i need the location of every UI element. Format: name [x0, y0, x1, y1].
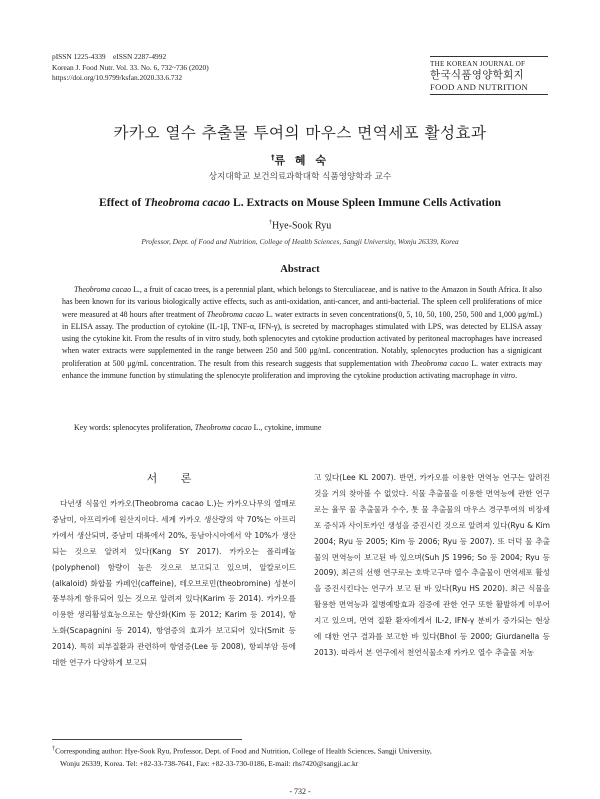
keywords-label: Key words:	[74, 423, 113, 432]
keyword-species: Theobroma cacao	[194, 423, 252, 432]
abstract-text-2: L. water extracts in seven concentrations(0, 5, 10, 50, 100, 250, 500 and 1,000 μg/mL) in ELISA assay. The production of cytokine (IL-1β, TNF-α, IFN-γ), is secreted by macrophages stimulated with LPS, was detected by ELISA assay using the cytokine kit. From the results of in vitro study, both splenocytes and cytokine production activated by peritoneal macrophages have increased when water extracts were supplemented in the range between 250 and 500 μg/mL concentration. Notably, splenocytes production has a signigicant proliferation at 500 μg/mL concentration. The result from this research suggests that supplementation with	[62, 309, 542, 368]
section-heading-introduction: 서 론	[146, 472, 202, 485]
title-english	[0, 196, 600, 209]
affiliation-korean: 상지대학교 보건의료과학대학 식품영양학과 교수	[208, 172, 392, 182]
abstract-in-vitro: in vitro	[492, 371, 516, 381]
title-en-prefix: Effect of	[99, 196, 145, 209]
abstract-heading: Abstract	[280, 264, 320, 275]
affiliation-english: Professor, Dept. of Food and Nutrition, College of Health Sciences, Sangji University, Wonju 26339, Korea	[141, 237, 459, 246]
journal-name-en-top: THE KOREAN JOURNAL OF	[430, 60, 526, 68]
issn-line: pISSN 1225-4339 eISSN 2287-4992	[52, 52, 167, 61]
title-en-suffix: L. Extracts on Mouse Spleen Immune Cells Activation	[230, 196, 501, 209]
author-english	[0, 219, 600, 231]
page-number: - 732 -	[289, 787, 311, 796]
footnote-line-1: Corresponding author: Hye-Sook Ryu, Professor, Dept. of Food and Nutrition, College of Health Sciences, Sangji University,	[55, 746, 432, 756]
footnote-line-2: Wonju 26339, Korea. Tel: +82-33-738-7641, Fax: +82-33-730-0186, E-mail: rhs7420@sangji.ac.kr	[60, 758, 359, 768]
intro-column-right: 고 있다(Lee KL 2007). 반면, 카카오를 이용한 면역능 연구는 알려진 것을 거의 찾아볼 수 없었다. 식물 추출물을 이용한 면역능에 관한 연구로는 율무 물 추출물과 수수, 톳 물 추출물의 마우스 경구투여의 비장세포 증식과 사이토카인 생성을 증진시킨 것으로 알려져 있다(Ryu & Kim 2004; Ryu 등 2005; Kim 등 2006; Ryu 등 2007). 또 더덕 물 추출물의 면역능이 보고된 바 있으며(Suh JS 1996; So 등 2004; Ryu 등 2009), 최근의 선행 연구로는 호박고구마 열수 추출물이 면역세포 활성을 증진시킨다는 연구가 보고 된 바 있다(Ryu HS 2020). 최근 식물을 활용한 면역능과 질병예방효과 검증에 관한 연구 또한 활발하게 이루어지고 있으며, 면역 질환 환자에게서 IL-2, IFN-γ 분비가 증가되는 현상에 대한 연구 결과를 보고한 바 있다(Bhol 등 2000; Giurdanella 등 2013). 따라서 본 연구에서 천연식물소재 카카오 열수 추출물 저농	[314, 473, 550, 657]
author-korean	[0, 152, 600, 168]
abstract-species-2: Theobroma cacao	[206, 309, 264, 319]
abstract-body	[62, 284, 542, 382]
journal-rule-top	[430, 56, 548, 57]
keywords	[74, 423, 321, 432]
abstract-end: .	[515, 371, 518, 381]
keyword-1: splenocytes proliferation,	[112, 423, 195, 432]
author-english-name: Hye-Sook Ryu	[271, 220, 332, 232]
title-en-species: Theobroma cacao	[144, 196, 231, 209]
journal-logo	[430, 56, 548, 95]
citation: Korean J. Food Nutr. Vol. 33. No. 6, 732~736 (2020)	[52, 62, 209, 72]
footnote-mark: †	[52, 745, 56, 752]
keyword-rest: L., cytokine, immune	[251, 423, 322, 432]
abstract-text-1: L., a fruit of cacao trees, is a perennial plant, which belongs to Sterculiaceae, and is native to the Amazon in South Africa. It also has been known for its various biologically active effects, such as anti-oxidation, anti-cancer, and anti-bacterial. The spleen cell proliferations of mice were measured at 48 hours after treatment of	[62, 285, 543, 319]
intro-column-left: 다년생 식물인 카카오(Theobroma cacao L.)는 카카오나무의 열매로 중남미, 아프리카에 원산지이다. 세계 카카오 생산량의 약 70%는 아프리카에서 생산되며, 중남미 대륙에서 20%, 동남아시아에서 약 10%가 생산되는 것으로 알려져 있다(Kang SY 2017). 카카오는 폴리페놀(polyphenol) 함량이 높은 것으로 보고되고 있으며, 알칼로이드(alkaloid) 화합물 카페인(caffeine), 테오브로민(theobromine) 성분이 풍부하게 함유되어 있는 것으로 알려져 있다(Karim 등 2014). 카카오를 이용한 생리활성효능으로는 항산화(Kim 등 2012; Karim 등 2014), 항노화(Scapagnini 등 2014), 항염증의 효과가 보고되어 있다(Smit 등 2014). 특히 피부질환과 관련하여 항염증(Lee 등 2008), 항피부암 등에 대한 연구가 다양하게 보고되	[52, 499, 296, 668]
corresponding-mark: †	[270, 153, 275, 162]
abstract-species-1: Theobroma cacao	[74, 285, 132, 294]
title-korean: 카카오 열수 추출물 투여의 마우스 면역세포 활성효과	[113, 124, 487, 142]
abstract-text-3: L. water extracts may enhance the immune function by stimulating the splenocyte proliferation and improving the cytokine production activating macrophage	[62, 358, 543, 381]
article-meta	[52, 52, 209, 84]
corresponding-footnote	[52, 743, 552, 770]
journal-name-ko: 한국식품영양학회지	[430, 69, 524, 81]
author-korean-name: 류 혜 숙	[274, 154, 330, 167]
journal-name-en-bottom: FOOD AND NUTRITION	[430, 82, 529, 92]
doi-link[interactable]: https://doi.org/10.9799/ksfan.2020.33.6.732	[52, 73, 183, 83]
corresponding-mark-en: †	[268, 219, 272, 226]
footnote-divider	[52, 739, 242, 740]
journal-rule-bottom	[430, 94, 548, 95]
abstract-species-3: Theobroma cacao	[410, 358, 469, 368]
